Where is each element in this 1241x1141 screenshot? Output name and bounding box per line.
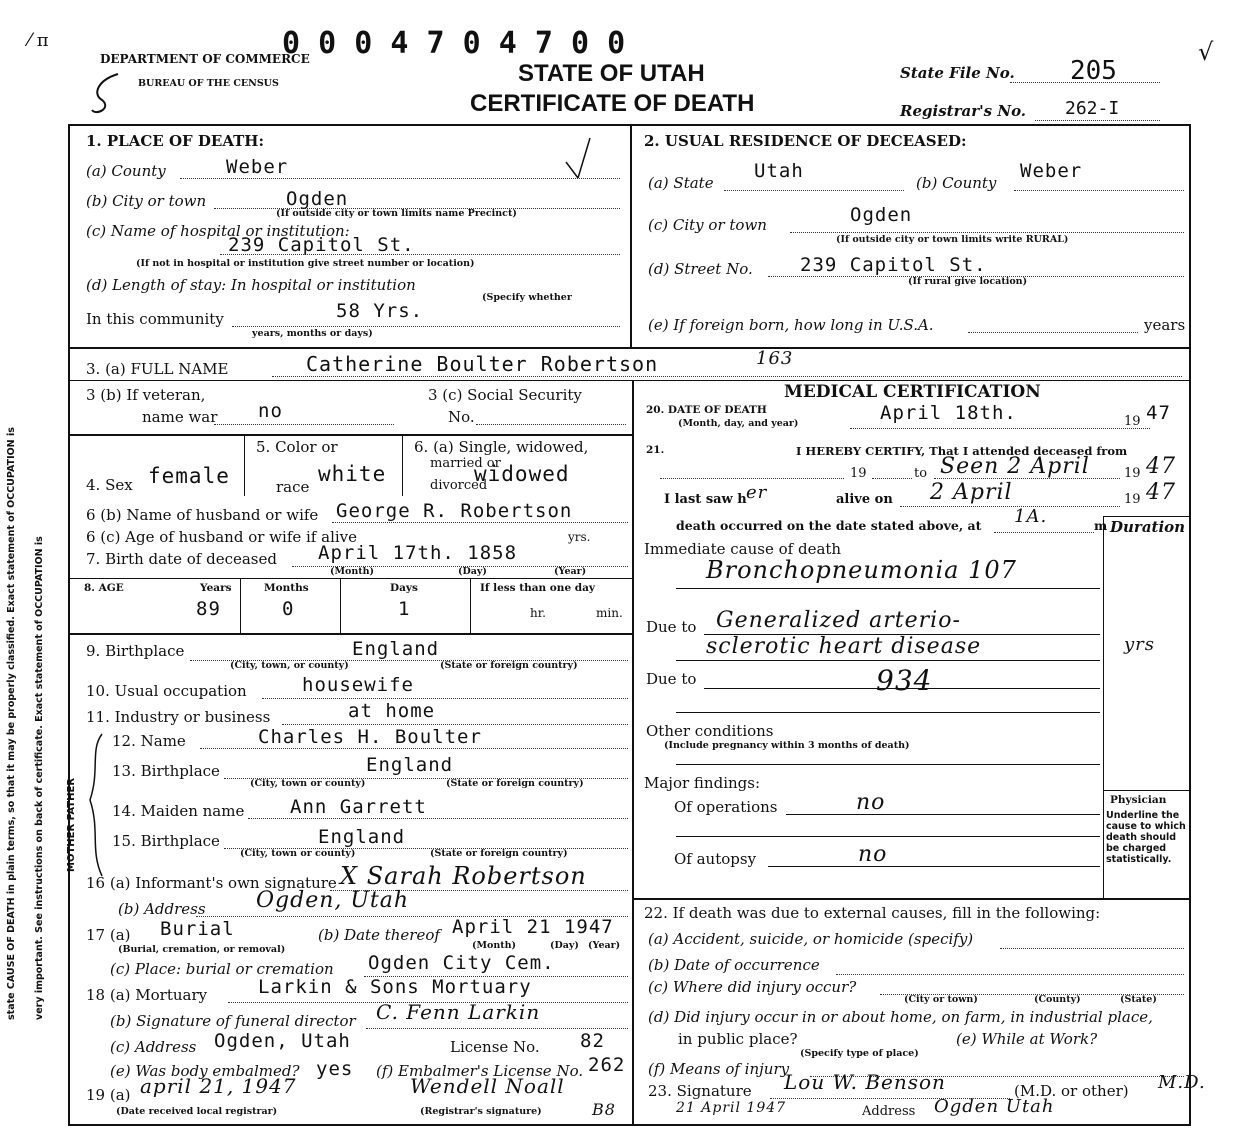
medical-heading: MEDICAL CERTIFICATION bbox=[784, 382, 1041, 402]
husband-value: George R. Robertson bbox=[336, 500, 573, 522]
residence-street-note: (If rural give location) bbox=[908, 276, 1028, 287]
registrar-label: Registrar's No. bbox=[900, 102, 1027, 120]
community-note: years, months or days) bbox=[252, 328, 373, 339]
mother-birthplace-label: 15. Birthplace bbox=[112, 832, 220, 850]
item-21-label: 21. bbox=[646, 444, 665, 456]
registrar-mark: B8 bbox=[592, 1100, 616, 1119]
due-to-value-1b: sclerotic heart disease bbox=[706, 634, 982, 659]
license-value: 82 bbox=[580, 1030, 605, 1052]
state-title: STATE OF UTAH bbox=[518, 60, 705, 87]
operations-label: Of operations bbox=[674, 798, 778, 816]
husband-age-yrs: yrs. bbox=[568, 530, 591, 544]
burial-date-label: (b) Date thereof bbox=[318, 926, 440, 944]
birthplace-label: 9. Birthplace bbox=[86, 642, 185, 660]
sex-label: 4. Sex bbox=[86, 476, 133, 494]
industry-value: at home bbox=[348, 700, 436, 722]
md-label: (M.D. or other) bbox=[1014, 1082, 1129, 1100]
occurred-m-label: m bbox=[1094, 518, 1108, 533]
alive-year-prefix: 19 bbox=[1124, 492, 1141, 507]
state-file-label: State File No. bbox=[900, 64, 1015, 82]
external-c-label: (c) Where did injury occur? bbox=[648, 978, 857, 996]
community-label: In this community bbox=[86, 310, 224, 328]
death-date-value: April 18th. bbox=[880, 402, 1017, 424]
father-birthplace-label: 13. Birthplace bbox=[112, 762, 220, 780]
death-date-label: 20. DATE OF DEATH bbox=[646, 404, 767, 416]
full-name-code: 163 bbox=[756, 348, 794, 369]
death-city-label: (b) City or town bbox=[86, 192, 207, 210]
certificate-title: CERTIFICATE OF DEATH bbox=[470, 90, 755, 117]
marital-label-2: married or bbox=[430, 456, 501, 471]
age-days-header: Days bbox=[390, 582, 418, 594]
embalmed-value: yes bbox=[316, 1058, 354, 1080]
marital-label: 6. (a) Single, widowed, bbox=[414, 438, 589, 456]
full-name-label: 3. (a) FULL NAME bbox=[86, 360, 229, 378]
community-stay-value: 58 Yrs. bbox=[336, 300, 424, 322]
last-saw-value: er bbox=[746, 482, 768, 503]
marital-label-3: divorced bbox=[430, 478, 488, 493]
occupation-label: 10. Usual occupation bbox=[86, 682, 247, 700]
external-f-label: (f) Means of injury bbox=[648, 1060, 790, 1078]
age-years-header: Years bbox=[200, 582, 232, 594]
external-c-note-city: (City or town) bbox=[904, 994, 978, 1005]
birth-day-note: (Day) bbox=[458, 566, 487, 577]
residence-city-label: (c) City or town bbox=[648, 216, 767, 234]
external-b-label: (b) Date of occurrence bbox=[648, 956, 820, 974]
veteran-label: 3 (b) If veteran, bbox=[86, 386, 206, 404]
age-months-value: 0 bbox=[282, 598, 295, 620]
birthplace-note-city: (City, town, or county) bbox=[230, 660, 349, 671]
burial-month-note: (Month) bbox=[472, 940, 517, 951]
external-causes-label: 22. If death was due to external causes, fill in the following: bbox=[644, 904, 1101, 922]
other-conditions-label: Other conditions bbox=[646, 722, 774, 740]
sex-value: female bbox=[148, 464, 230, 488]
death-date-note: (Month, day, and year) bbox=[678, 418, 799, 429]
immediate-cause-label: Immediate cause of death bbox=[644, 540, 842, 558]
veteran-value: no bbox=[258, 400, 283, 422]
margin-instructions-1: state CAUSE OF DEATH in plain terms, so that it may be properly classified. Exact statement of OCCUPATION is bbox=[6, 427, 17, 1020]
birthplace-note-state: (State or foreign country) bbox=[440, 660, 578, 671]
registrar-number: 262-I bbox=[1065, 98, 1120, 119]
usual-residence-heading: 2. USUAL RESIDENCE OF DECEASED: bbox=[644, 132, 967, 150]
due-to-value-1: Generalized arterio- bbox=[716, 608, 961, 633]
autopsy-value: no bbox=[858, 842, 888, 867]
physician-label: Physician bbox=[1110, 794, 1167, 806]
parents-vertical-label: MOTHER FATHER bbox=[66, 777, 77, 872]
certificate-number: 0 0 0 4 7 0 4 7 0 0 bbox=[282, 26, 626, 61]
received-label: 19 (a) bbox=[86, 1086, 131, 1104]
bureau-name: BUREAU OF THE CENSUS bbox=[138, 78, 279, 89]
age-years-value: 89 bbox=[196, 598, 221, 620]
father-name-value: Charles H. Boulter bbox=[258, 726, 482, 748]
signature-label: 23. Signature bbox=[648, 1082, 752, 1100]
other-conditions-note: (Include pregnancy within 3 months of death) bbox=[664, 740, 910, 751]
stay-label: (d) Length of stay: In hospital or institution bbox=[86, 276, 416, 294]
birthplace-value: England bbox=[352, 638, 440, 660]
received-date-value: april 21, 1947 bbox=[140, 1074, 297, 1098]
immediate-cause-value: Bronchopneumonia 107 bbox=[706, 556, 1017, 584]
due-to-label-1: Due to bbox=[646, 618, 697, 636]
external-d-label: (d) Did injury occur in or about home, on farm, in industrial place, bbox=[648, 1008, 1153, 1026]
residence-street-label: (d) Street No. bbox=[648, 260, 753, 278]
residence-street-value: 239 Capitol St. bbox=[800, 254, 987, 276]
registrar-sig-note: (Registrar's signature) bbox=[420, 1106, 542, 1117]
father-bp-note-state: (State or foreign country) bbox=[446, 778, 584, 789]
corner-mark-left: ⁄ π bbox=[28, 30, 49, 51]
death-county-value: Weber bbox=[226, 156, 289, 178]
license-label: License No. bbox=[450, 1038, 540, 1056]
external-a-label: (a) Accident, suicide, or homicide (specify) bbox=[648, 930, 974, 948]
signature-address-label: Address bbox=[862, 1104, 916, 1119]
foreign-born-label: (e) If foreign born, how long in U.S.A. bbox=[648, 316, 934, 334]
residence-state-label: (a) State bbox=[648, 174, 714, 192]
death-county-label: (a) County bbox=[86, 162, 166, 180]
due-to-label-2: Due to bbox=[646, 670, 697, 688]
attend-year-value: 47 bbox=[1146, 454, 1176, 479]
age-label: 8. AGE bbox=[84, 582, 124, 594]
external-e-label: (e) While at Work? bbox=[956, 1030, 1098, 1048]
burial-note: (Burial, cremation, or removal) bbox=[118, 944, 286, 955]
burial-value: Burial bbox=[160, 918, 235, 940]
color-label: 5. Color or bbox=[256, 438, 338, 456]
death-city-note: (If outside city or town limits name Precinct) bbox=[276, 208, 517, 219]
race-value: white bbox=[318, 462, 387, 486]
birth-month-note: (Month) bbox=[330, 566, 375, 577]
hospital-value: 239 Capitol St. bbox=[228, 234, 415, 256]
age-months-header: Months bbox=[264, 582, 309, 594]
burial-day-note: (Day) bbox=[550, 940, 579, 951]
informant-address-value: Ogden, Utah bbox=[256, 888, 410, 913]
informant-label: 16 (a) Informant's own signature bbox=[86, 874, 337, 892]
mortuary-address-value: Ogden, Utah bbox=[214, 1030, 351, 1052]
alive-on-value: 2 April bbox=[930, 480, 1013, 505]
md-value: M.D. bbox=[1158, 1072, 1206, 1093]
major-findings-label: Major findings: bbox=[644, 774, 761, 792]
handwritten-mark-icon bbox=[560, 134, 600, 184]
burial-date-value: April 21 1947 bbox=[452, 916, 614, 938]
age-min-label: min. bbox=[596, 606, 623, 620]
physician-note: Underline the cause to which death should be charged statistically. bbox=[1106, 810, 1186, 865]
occupation-value: housewife bbox=[302, 674, 414, 696]
hospital-note: (If not in hospital or institution give street number or location) bbox=[136, 258, 475, 269]
received-note: (Date received local registrar) bbox=[116, 1106, 278, 1117]
corner-check-mark: √ bbox=[1198, 38, 1214, 66]
duration-label: Duration bbox=[1110, 518, 1186, 536]
residence-city-note: (If outside city or town limits write RURAL) bbox=[836, 234, 1069, 245]
burial-label: 17 (a) bbox=[86, 926, 131, 944]
mother-bp-note-state: (State or foreign country) bbox=[430, 848, 568, 859]
due-to-value-2: 934 bbox=[876, 664, 933, 697]
attend-year-prefix: 19 bbox=[1124, 466, 1141, 481]
industry-label: 11. Industry or business bbox=[86, 708, 271, 726]
ss-label: 3 (c) Social Security bbox=[428, 386, 582, 404]
mother-name-label: 14. Maiden name bbox=[112, 802, 245, 820]
attend-to-value: Seen 2 April bbox=[940, 454, 1090, 479]
certify-text: I HEREBY CERTIFY, That I attended deceased from bbox=[796, 444, 1128, 458]
informant-address-label: (b) Address bbox=[118, 900, 206, 918]
mortuary-label: 18 (a) Mortuary bbox=[86, 986, 208, 1004]
due-to-duration: yrs bbox=[1124, 634, 1156, 655]
signature-address-value: Ogden Utah bbox=[934, 1096, 1055, 1117]
residence-county-label: (b) County bbox=[916, 174, 997, 192]
signature-date: 21 April 1947 bbox=[676, 1100, 787, 1116]
embalmer-license-label: (f) Embalmer's License No. bbox=[376, 1062, 584, 1080]
father-bp-note-city: (City, town or county) bbox=[250, 778, 366, 789]
birth-date-label: 7. Birth date of deceased bbox=[86, 550, 277, 568]
physician-signature: Lou W. Benson bbox=[784, 1070, 946, 1094]
external-c-note-state: (State) bbox=[1120, 994, 1157, 1005]
residence-state-value: Utah bbox=[754, 160, 804, 182]
occurred-label: death occurred on the date stated above, at bbox=[676, 518, 982, 533]
place-of-death-heading: 1. PLACE OF DEATH: bbox=[86, 132, 265, 150]
mortuary-value: Larkin & Sons Mortuary bbox=[258, 976, 532, 998]
margin-instructions-2: very important. See instructions on back of certificate. Exact statement of OCCUPATION is bbox=[34, 536, 45, 1020]
death-city-value: Ogden bbox=[286, 188, 349, 210]
external-d-note: (Specify type of place) bbox=[800, 1048, 919, 1059]
war-label: name war bbox=[142, 408, 218, 426]
residence-city-value: Ogden bbox=[850, 204, 913, 226]
burial-year-note: (Year) bbox=[588, 940, 621, 951]
alive-on-label: alive on bbox=[836, 492, 893, 507]
mother-bp-note-city: (City, town or county) bbox=[240, 848, 356, 859]
age-hr-label: hr. bbox=[530, 606, 546, 620]
external-d-label-2: in public place? bbox=[678, 1030, 798, 1048]
operations-value: no bbox=[856, 790, 886, 815]
ss-no-label: No. bbox=[448, 408, 475, 426]
embalmed-label: (e) Was body embalmed? bbox=[110, 1062, 300, 1080]
occurred-time-value: 1A. bbox=[1014, 506, 1048, 527]
embalmer-license-value: 262 bbox=[588, 1054, 626, 1076]
burial-place-label: (c) Place: burial or cremation bbox=[110, 960, 334, 978]
attend-19: 19 bbox=[850, 466, 867, 481]
birth-date-value: April 17th. 1858 bbox=[318, 542, 518, 564]
race-label: race bbox=[276, 478, 310, 496]
director-signature: C. Fenn Larkin bbox=[376, 1000, 541, 1024]
burial-place-value: Ogden City Cem. bbox=[368, 952, 555, 974]
father-birthplace-value: England bbox=[366, 754, 454, 776]
foreign-years-label: years bbox=[1144, 316, 1186, 334]
husband-age-label: 6 (c) Age of husband or wife if alive bbox=[86, 528, 358, 546]
residence-county-value: Weber bbox=[1020, 160, 1083, 182]
death-year-prefix: 19 bbox=[1124, 414, 1141, 429]
state-file-number: 205 bbox=[1070, 56, 1117, 86]
death-year-value: 47 bbox=[1146, 402, 1171, 424]
alive-year-value: 47 bbox=[1146, 480, 1176, 505]
marital-value: widowed bbox=[474, 462, 570, 486]
mortuary-address-label: (c) Address bbox=[110, 1038, 197, 1056]
registrar-signature: Wendell Noall bbox=[410, 1074, 565, 1098]
specify-note: (Specify whether bbox=[482, 292, 572, 303]
mother-name-value: Ann Garrett bbox=[290, 796, 427, 818]
director-label: (b) Signature of funeral director bbox=[110, 1012, 356, 1030]
age-less-day-header: If less than one day bbox=[480, 582, 596, 594]
external-c-note-county: (County) bbox=[1034, 994, 1081, 1005]
department-name: DEPARTMENT OF COMMERCE bbox=[100, 52, 310, 66]
handwritten-flourish-icon bbox=[88, 70, 128, 120]
parents-bracket-icon bbox=[86, 730, 106, 880]
last-saw-label: I last saw h bbox=[664, 492, 747, 507]
full-name-value: Catherine Boulter Robertson bbox=[306, 352, 659, 376]
attend-to-label: to bbox=[914, 466, 928, 481]
husband-label: 6 (b) Name of husband or wife bbox=[86, 506, 319, 524]
hospital-label: (c) Name of hospital or institution: bbox=[86, 222, 350, 240]
age-days-value: 1 bbox=[398, 598, 411, 620]
mother-birthplace-value: England bbox=[318, 826, 406, 848]
informant-signature: X Sarah Robertson bbox=[340, 862, 587, 890]
birth-year-note: (Year) bbox=[554, 566, 587, 577]
father-name-label: 12. Name bbox=[112, 732, 186, 750]
autopsy-label: Of autopsy bbox=[674, 850, 757, 868]
